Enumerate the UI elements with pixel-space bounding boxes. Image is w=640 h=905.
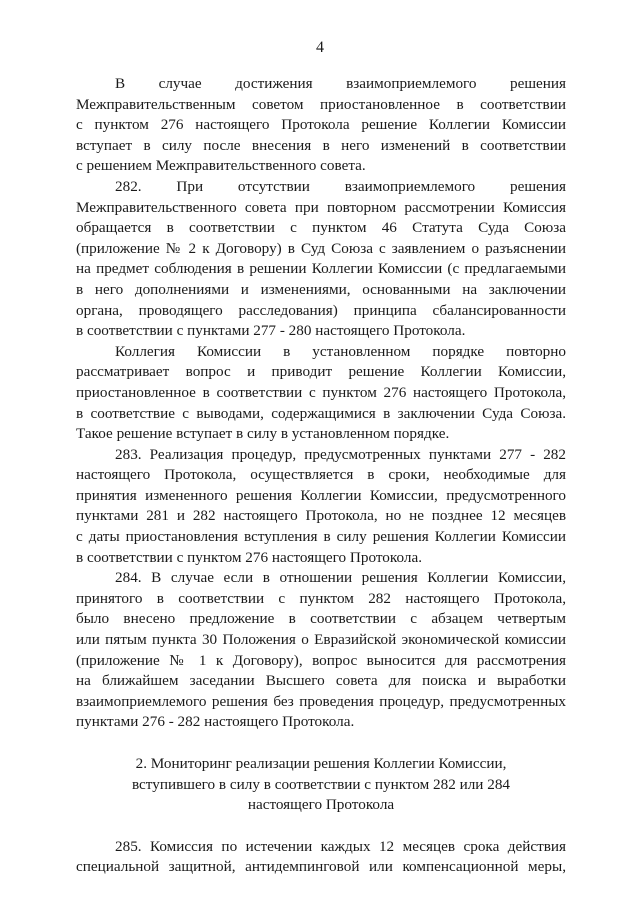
page-number: 4 — [316, 39, 324, 56]
paragraph-line: (приложение № 2 к Договору) в Суд Союза с заявлением о разъяснении — [76, 239, 566, 257]
paragraph-line: В случае достижения взаимоприемлемого решения — [115, 75, 566, 92]
spacer — [76, 733, 566, 754]
paragraph-284 — [76, 568, 566, 733]
paragraph-line: вступает в силу после внесения в него изменений в соответствии — [76, 136, 566, 154]
paragraph-line: рассматривает вопрос и приводит решение Коллегии Комиссии, — [76, 363, 566, 381]
heading-line: 2. Мониторинг реализации решения Коллегии Комиссии, — [135, 755, 507, 772]
paragraph-line: пунктами 281 и 282 настоящего Протокола, но не позднее 12 месяцев — [76, 507, 566, 525]
paragraph-line: принятия измененного решения Коллегии Комиссии, предусмотренного — [76, 486, 566, 504]
paragraph-line: 282. При отсутствии взаимоприемлемого решения — [115, 177, 566, 195]
paragraph-line: 283. Реализация процедур, предусмотренных пунктами 277 - 282 — [115, 445, 566, 463]
section-heading — [76, 754, 566, 816]
paragraph-line: Коллегия Комиссии в установленном порядке повторно — [115, 342, 566, 360]
paragraph-line: органа, проводящего расследования) принципа сбалансированности — [76, 301, 566, 319]
paragraph-line: Межправительственного совета при повторном рассмотрении Комиссия — [76, 198, 566, 216]
paragraph-intro — [76, 74, 566, 177]
paragraph-line: Такое решение вступает в силу в установленном порядке. — [76, 425, 450, 443]
heading-line: вступившего в силу в соответствии с пунктом 282 или 284 — [131, 775, 511, 793]
paragraph-line: было внесено предложение в соответствии с абзацем четвертым — [76, 610, 566, 628]
paragraph-line: специальной защитной, антидемпинговой или компенсационной меры, — [76, 858, 566, 876]
paragraph-line: или пятым пункта 30 Положения о Евразийской экономической комиссии — [76, 631, 566, 649]
paragraph-282 — [76, 177, 566, 342]
paragraph-line: взаимоприемлемого решения без проведения процедур, предусмотренных — [76, 692, 566, 710]
paragraph-collegium — [76, 342, 566, 445]
spacer — [76, 816, 566, 837]
paragraph-line: с решением Межправительственного совета. — [76, 157, 366, 175]
paragraph-line: в соответствии с пунктом 276 настоящего Протокола. — [76, 548, 422, 566]
paragraph-line: с пунктом 276 настоящего Протокола решение Коллегии Комиссии — [76, 116, 566, 134]
paragraph-line: Межправительственным советом приостановленное в соответствии — [76, 95, 566, 113]
paragraph-285 — [76, 837, 566, 878]
paragraph-line: 285. Комиссия по истечении каждых 12 месяцев срока действия — [115, 837, 566, 855]
paragraph-line: в него дополнениями и изменениями, основанными на заключении — [76, 280, 566, 298]
paragraph-line: на предмет соблюдения в решении Коллегии Комиссии (с предлагаемыми — [76, 260, 566, 278]
paragraph-line: пунктами 276 - 282 настоящего Протокола. — [76, 713, 355, 731]
paragraph-line: принятого в соответствии с пунктом 282 настоящего Протокола, — [76, 589, 566, 607]
paragraph-283 — [76, 445, 566, 569]
paragraph-line: с даты приостановления вступления в силу решения Коллегии Комиссии — [76, 528, 566, 546]
paragraph-line: приостановленное в соответствии с пунктом 276 настоящего Протокола, — [76, 383, 566, 401]
paragraph-line: на ближайшем заседании Высшего совета для поиска и выработки — [76, 672, 566, 690]
paragraph-line: в соответствие с выводами, содержащимися в заключении Суда Союза. — [76, 404, 566, 422]
paragraph-line: 284. В случае если в отношении решения Коллегии Комиссии, — [115, 569, 566, 587]
document-body — [76, 74, 566, 878]
paragraph-line: обращается в соответствии с пунктом 46 Статута Суда Союза — [76, 219, 566, 237]
paragraph-line: настоящего Протокола, осуществляется в сроки, необходимые для — [76, 466, 566, 484]
paragraph-line: (приложение № 1 к Договору), вопрос выносится для рассмотрения — [76, 651, 566, 669]
heading-line: настоящего Протокола — [247, 796, 395, 814]
paragraph-line: в соответствии с пунктами 277 - 280 настоящего Протокола. — [76, 322, 466, 340]
